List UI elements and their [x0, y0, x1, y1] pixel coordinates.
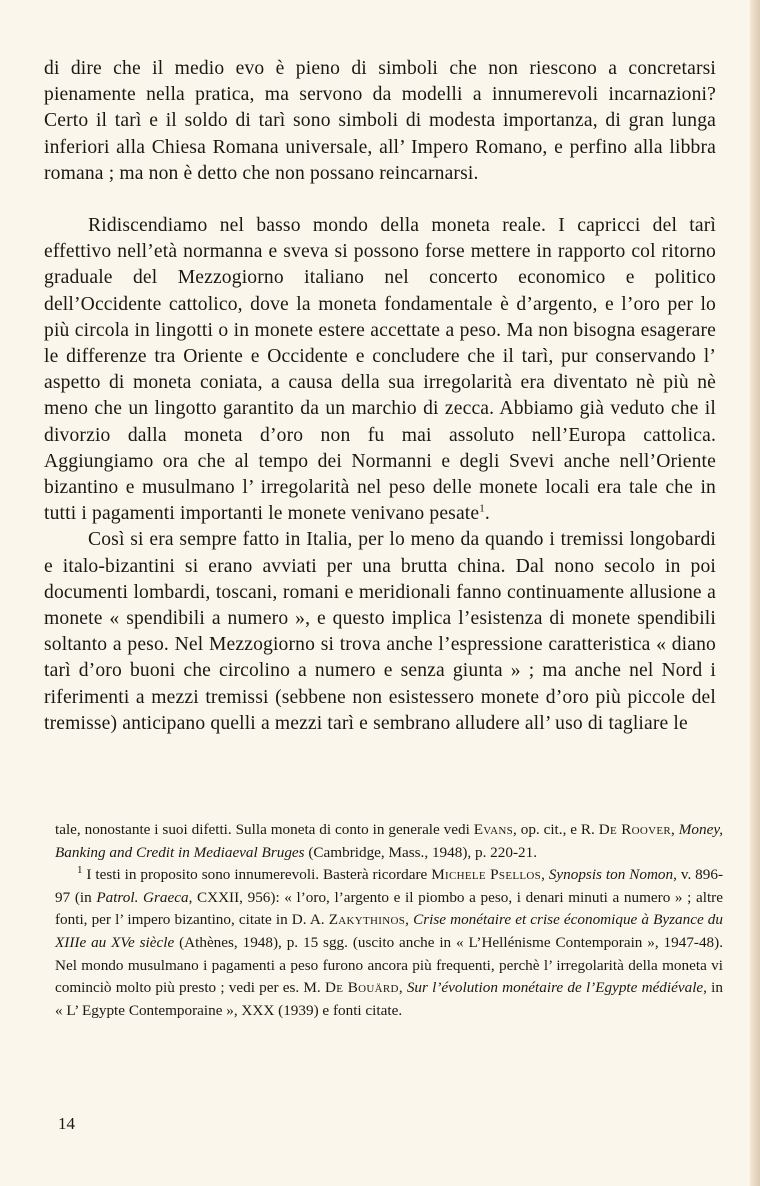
note-book-title: Crise monétaire et crise économique à Byzance du XIIIe au XVe siècle	[55, 911, 723, 951]
note-text: ,	[541, 866, 549, 884]
page-edge-shadow	[750, 0, 760, 1186]
note-book-title: Sur l’évolution monétaire de l’Egypte médiévale	[406, 979, 704, 997]
note-text: , op. cit., e R.	[513, 821, 599, 838]
paragraph-2-end: .	[484, 503, 490, 525]
note-author: Michele Psellos	[431, 866, 542, 884]
footnote-1	[55, 864, 723, 1022]
note-text: , in « L’ Egypte Contemporaine », XXX (1939) e fonti citate.	[55, 979, 723, 1019]
note-book-title: Patrol. Graeca	[96, 888, 189, 906]
footnote-ref-1: 1	[479, 502, 485, 515]
note-text: tale, nonostante i suoi difetti. Sulla moneta di conto in generale vedi	[55, 821, 474, 838]
paragraph-2	[44, 213, 716, 527]
note-text: , CXXII, 956): « l’oro, l’argento e il piombo a peso, i denari minuti a numero » ; altre fonti, per l’ impero bizantino, citate in D. A.	[55, 888, 723, 929]
note-text: ,	[398, 979, 407, 997]
note-text: (Cambridge, Mass., 1948), p. 220-21.	[304, 843, 537, 861]
note-book-title: Money, Banking and Credit in Mediaeval Bruges	[55, 821, 724, 861]
footnote-continuation	[55, 819, 723, 864]
paragraph-1: di dire che il medio evo è pieno di simboli che non riescono a concretarsi pienamente nella pratica, ma servono da modelli a innumerevoli incarnazioni? Certo il tarì e il soldo di tarì sono simboli di modesta importanza, di gran lunga inferiori alla Chiesa Romana universale, all’ Impero Romano, e perfino alla libbra romana ; ma non è detto che non possano reincarnarsi.	[44, 58, 716, 184]
note-author: Evans	[473, 821, 514, 838]
note-text: ,	[671, 821, 679, 838]
note-author: De Bouärd	[324, 979, 399, 997]
page-number: 14	[58, 1114, 75, 1133]
note-author: Zakythinos	[328, 911, 406, 929]
note-text: (Athènes, 1948), p. 15 sgg. (uscito anche in « L’Hellénisme Contemporain », 1947-48). Nel mondo musulmano i pagamenti a peso furono ancora più frequenti, perchè l’ irregolarità della moneta vi cominciò molto più presto ; vedi per es. M.	[55, 933, 724, 997]
note-text: I testi in proposito sono innumerevoli. Basterà ricordare	[82, 866, 432, 884]
note-text: ,	[405, 911, 414, 929]
main-text	[44, 56, 716, 737]
footnotes	[55, 819, 723, 1022]
footnote-number: 1	[77, 864, 83, 877]
paragraph-3: Così si era sempre fatto in Italia, per lo meno da quando i tremissi longobardi e italo-bizantini si erano avviati per una brutta china. Dal nono secolo in poi documenti lombardi, toscani, romani e meridionali fanno continuamente allusione a monete « spendibili a numero », e questo implica l’esistenza di monete spendibili soltanto a peso. Nel Mezzogiorno si trova anche l’espressione caratteristica « diano tarì d’oro buoni che circolino a numero e senza giunta » ; ma anche nel Nord i riferimenti a mezzi tremissi (sebbene non esistessero monete d’oro più piccole del tremisse) anticipano quelli a mezzi tarì e sembrano alludere all’ uso di tagliare le	[44, 529, 716, 734]
note-book-title: Synopsis ton Nomon	[548, 866, 674, 884]
note-text: , v. 896-97 (in	[55, 866, 724, 906]
paragraph-2-text: Ridiscendiamo nel basso mondo della moneta reale. I capricci del tarì effettivo nell’età normanna e sveva si possono forse mettere in rapporto col ritorno graduale del Mezzogiorno italiano nel concerto economico e politico dell’Occidente cattolico, dove la moneta fondamentale è d’argento, e l’oro per lo più circola in lingotti o in monete estere accettate a peso. Ma non bisogna esagerare le differenze tra Oriente e Occidente e concludere che il tarì, pur conservando l’ aspetto di moneta coniata, a causa della sua irregolarità era diventato nè più nè meno che un lingotto garantito da un marchio di zecca. Abbiamo già veduto che il divorzio dalla moneta d’oro non fu mai assoluto nell’Europa cattolica. Aggiungiamo ora che al tempo dei Normanni e degli Svevi anche nell’Oriente bizantino e musulmano l’ irregolarità nel peso delle monete locali era tale che in tutti i pagamenti importanti le monete venivano pesate	[44, 215, 716, 525]
note-author: De Roover	[598, 821, 672, 838]
